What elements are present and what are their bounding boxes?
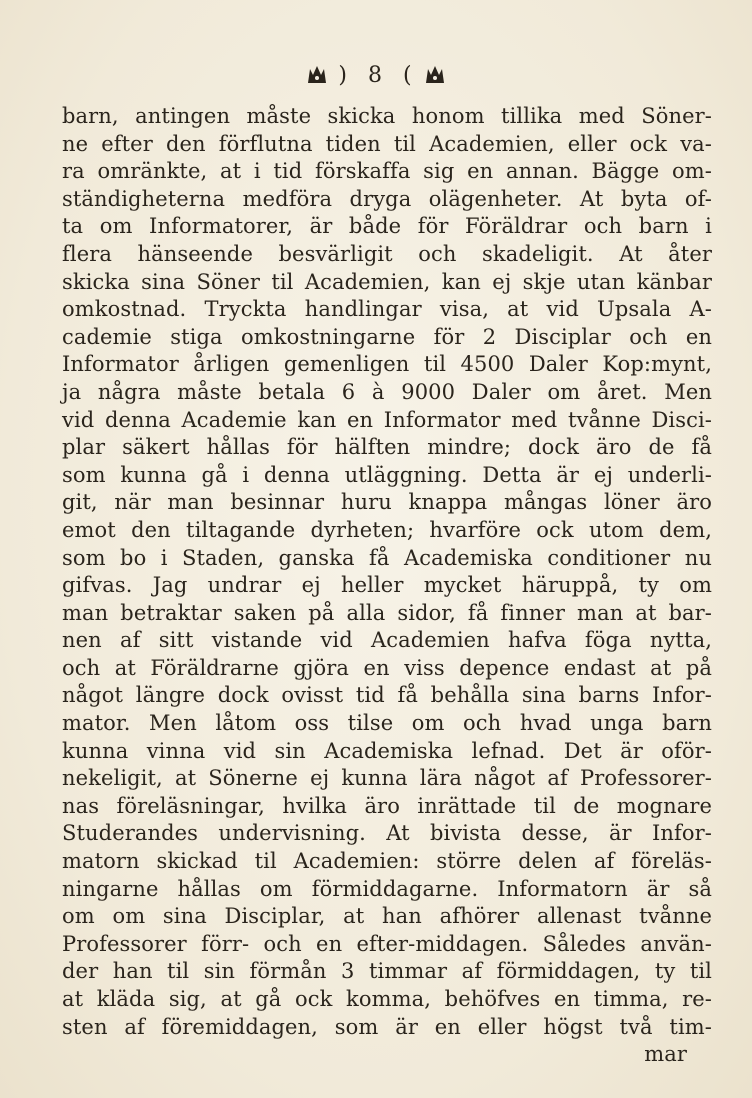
text-line: nen af sitt vistande vid Academien hafva föga nytta, — [62, 628, 712, 653]
text-line: skicka sina Söner til Academien, kan ej skje utan känbar — [62, 269, 712, 294]
text-line: ta om Informatorer, är både för Föräldrar och barn i — [62, 214, 712, 239]
text-line: flera hänseende besvärligit och skadeligit. At åter — [62, 241, 712, 266]
text-line: mator. Men låtom oss tilse om och hvad unga barn — [62, 711, 712, 736]
text-line: kunna vinna vid sin Academiska lefnad. Det är oför- — [62, 738, 712, 763]
ornament-icon — [305, 63, 329, 87]
text-line: git, när man besinnar huru knappa mångas löner äro — [62, 490, 712, 515]
text-line: at kläda sig, at gå ock komma, behöfves en timma, re- — [62, 987, 712, 1011]
text-line: emot den tiltagande dyrheten; hvarföre ock utom dem, — [62, 517, 712, 542]
text-line: om om sina Disciplar, at han afhörer allenast tvånne — [62, 904, 712, 929]
text-line: der han til sin förmån 3 timmar af förmiddagen, ty til — [62, 959, 712, 984]
text-line: matorn skickad til Academien: större delen af föreläs- — [62, 849, 712, 874]
text-line: omkostnad. Tryckta handlingar visa, at vid Upsala A- — [62, 297, 712, 322]
text-line: man betraktar saken på alla sidor, få finner man at bar- — [62, 600, 712, 625]
text-line: gifvas. Jag undrar ej heller mycket häruppå, ty om — [62, 573, 712, 598]
text-line: sten af föremiddagen, som är en eller högst två tim- — [62, 1014, 712, 1039]
text-line: nas föreläsningar, hvilka äro inrättade til de mognare — [62, 793, 712, 818]
text-line: som kunna gå i denna utläggning. Detta är ej underli- — [62, 462, 712, 487]
text-line: ja några måste betala 6 à 9000 Daler om året. Men — [62, 379, 712, 404]
text-line: ningarne hållas om förmiddagarne. Informatorn är så — [62, 876, 712, 901]
text-line: Studerandes undervisning. At bivista desse, är Infor- — [62, 821, 712, 846]
body-text — [62, 103, 712, 1069]
header-bracket-right: ( — [403, 62, 414, 88]
text-line: som bo i Staden, ganska få Academiska conditioner nu — [62, 545, 712, 570]
text-line: Informator årligen gemenligen til 4500 Daler Kop:mynt, — [62, 352, 712, 377]
text-line: och at Föräldrarne gjöra en viss depence endast at på — [62, 655, 712, 680]
text-line: vid denna Academie kan en Informator med tvånne Disci- — [62, 407, 712, 432]
text-line: ne efter den förflutna tiden til Academien, eller ock va- — [62, 131, 712, 156]
text-line: Professorer förr- och en efter-middagen. Således använ- — [62, 931, 712, 956]
text-line: nekeligit, at Sönerne ej kunna lära något af Professorer- — [62, 766, 712, 791]
text-line: plar säkert hållas för hälften mindre; dock äro de få — [62, 435, 712, 460]
text-line: ständigheterna medföra dryga olägenheter. At byta of- — [62, 186, 712, 211]
ornament-icon — [423, 63, 447, 87]
catchword: mar — [644, 1042, 687, 1067]
text-line: barn, antingen måste skicka honom tillika med Söner- — [62, 104, 712, 128]
page-header — [0, 62, 752, 88]
text-line: något längre dock ovisst tid få behålla sina barns Infor- — [62, 683, 712, 708]
text-line: cademie stiga omkostningarne för 2 Disciplar och en — [62, 324, 712, 349]
page-number: 8 — [368, 62, 384, 88]
text-line: ra omränkte, at i tid förskaffa sig en annan. Bägge om- — [62, 159, 712, 184]
header-bracket-left: ) — [338, 62, 349, 88]
